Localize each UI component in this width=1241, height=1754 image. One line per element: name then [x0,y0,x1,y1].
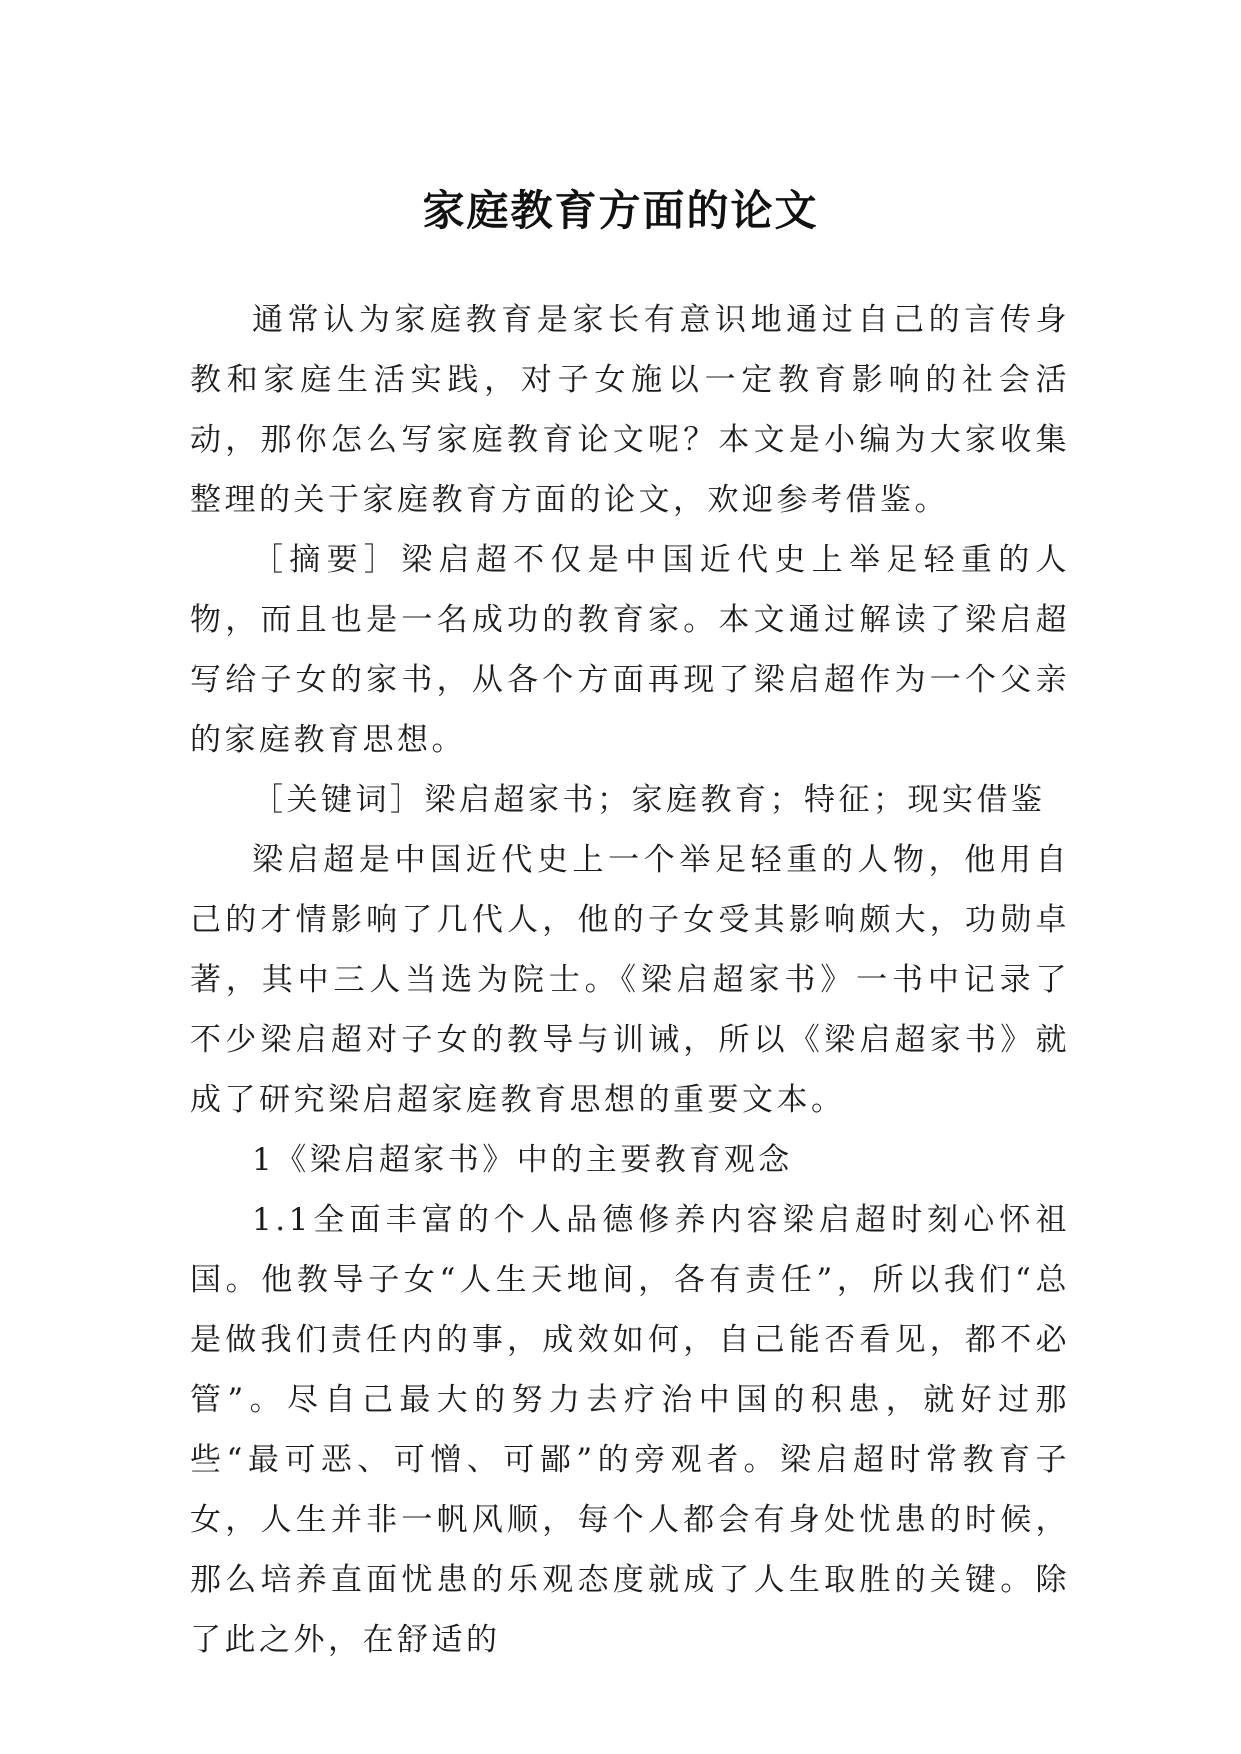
body-paragraph: 梁启超是中国近代史上一个举足轻重的人物，他用自己的才情影响了几代人，他的子女受其影响颇大，功勋卓著，其中三人当选为院士。《梁启超家书》一书中记录了不少梁启超对子女的教导与训诫，所以《梁启超家书》就成了研究梁启超家庭教育思想的重要文本。 [190,842,1070,1118]
abstract-paragraph: ［摘要］梁启超不仅是中国近代史上举足轻重的人物，而且也是一名成功的教育家。本文通过解读了梁启超写给子女的家书，从各个方面再现了梁启超作为一个父亲的家庭教育思想。 [190,542,1070,758]
document-title: 家庭教育方面的论文 [422,186,819,236]
document-body [190,290,1070,1670]
subsection-paragraph: 1.1全面丰富的个人品德修养内容梁启超时刻心怀祖国。他教导子女“人生天地间，各有责任”，所以我们“总是做我们责任内的事，成效如何，自己能否看见，都不必管”。尽自己最大的努力去疗治中国的积患，就好过那些“最可恶、可憎、可鄙”的旁观者。梁启超时常教育子女，人生并非一帆风顺，每个人都会有身处忧患的时候，那么培养直面忧患的乐观态度就成了人生取胜的关键。除了此之外，在舒适的 [190,1202,1070,1658]
intro-paragraph: 通常认为家庭教育是家长有意识地通过自己的言传身教和家庭生活实践，对子女施以一定教育影响的社会活动，那你怎么写家庭教育论文呢？本文是小编为大家收集整理的关于家庭教育方面的论文，欢迎参考借鉴。 [190,302,1070,518]
keywords-paragraph: ［关键词］梁启超家书；家庭教育；特征；现实借鉴 [252,782,1046,818]
section-heading: 1《梁启超家书》中的主要教育观念 [252,1142,793,1178]
